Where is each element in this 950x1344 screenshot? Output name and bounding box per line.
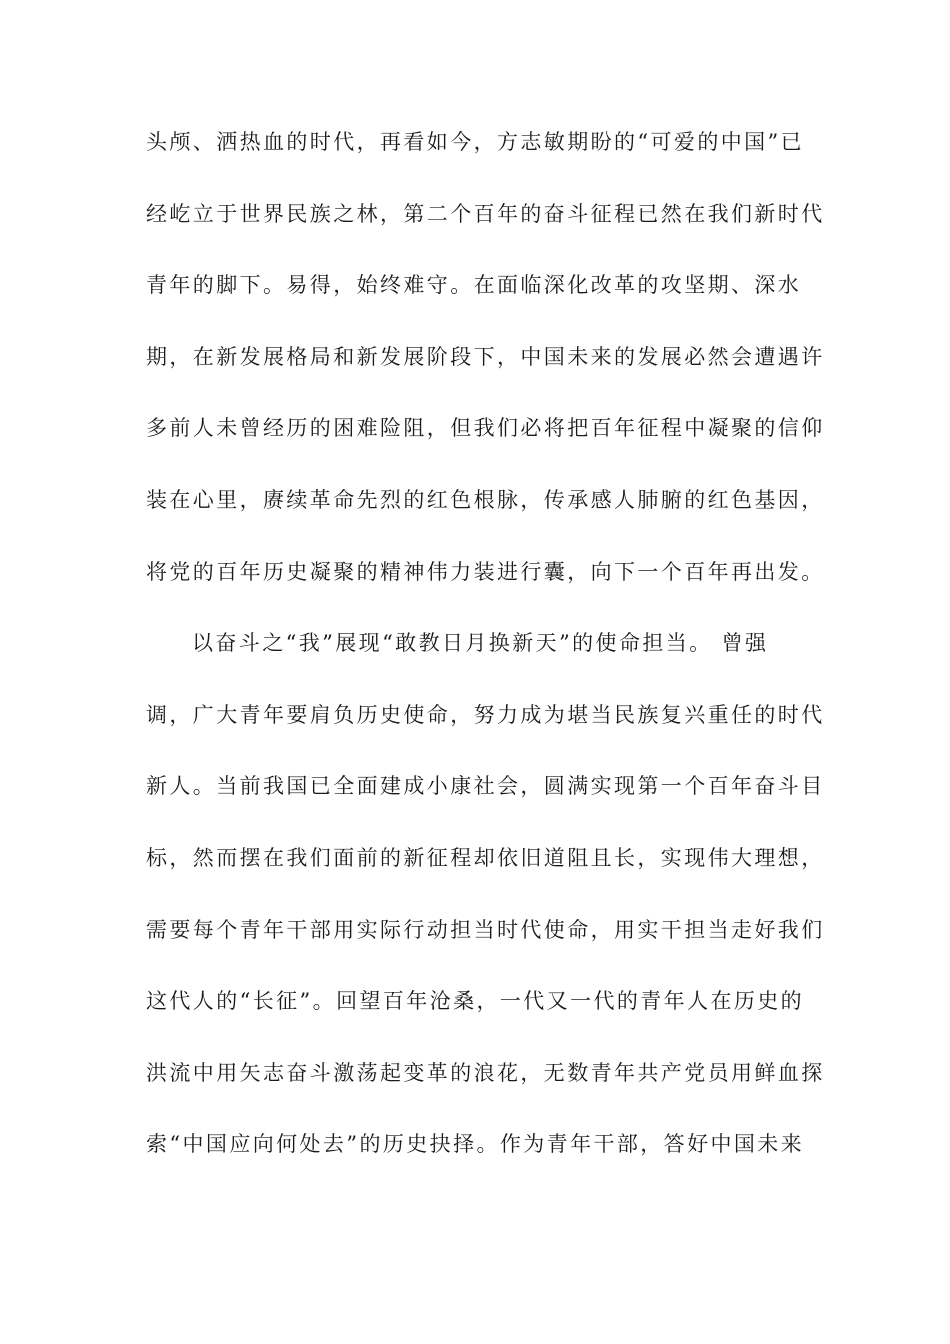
text-line: 索“中国应向何处去”的历史抉择。作为青年干部，答好中国未来 bbox=[146, 1132, 805, 1157]
text-line: 期，在新发展格局和新发展阶段下，中国未来的发展必然会遭遇许 bbox=[146, 344, 825, 369]
body-text bbox=[146, 127, 825, 1201]
text-line: 这代人的“长征”。回望百年沧桑，一代又一代的青年人在历史的 bbox=[146, 989, 805, 1014]
text-line: 需要每个青年干部用实际行动担当时代使命，用实干担当走好我们 bbox=[146, 917, 825, 942]
text-line: 青年的脚下。易得，始终难守。在面临深化改革的攻坚期、深水 bbox=[146, 273, 802, 298]
text-line: 新人。当前我国已全面建成小康社会，圆满实现第一个百年奋斗目 bbox=[146, 774, 825, 799]
paragraph-start-line: 以奋斗之“我”展现“敢教日月换新天”的使命担当。 曾强 bbox=[192, 631, 769, 656]
text-line: 将党的百年历史凝聚的精神伟力装进行囊，向下一个百年再出发。 bbox=[146, 559, 825, 584]
text-line: 多前人未曾经历的困难险阻，但我们必将把百年征程中凝聚的信仰 bbox=[146, 416, 825, 441]
text-line: 经屹立于世界民族之林，第二个百年的奋斗征程已然在我们新时代 bbox=[146, 201, 825, 226]
text-line: 洪流中用矢志奋斗激荡起变革的浪花，无数青年共产党员用鲜血探 bbox=[146, 1060, 825, 1085]
text-line: 装在心里，赓续革命先烈的红色根脉，传承感人肺腑的红色基因， bbox=[146, 487, 825, 512]
text-line: 调，广大青年要肩负历史使命，努力成为堪当民族复兴重任的时代 bbox=[146, 702, 825, 727]
text-line: 头颅、洒热血的时代，再看如今，方志敏期盼的“可爱的中国”已 bbox=[146, 130, 805, 154]
text-line: 标，然而摆在我们面前的新征程却依旧道阻且长，实现伟大理想， bbox=[146, 845, 825, 870]
